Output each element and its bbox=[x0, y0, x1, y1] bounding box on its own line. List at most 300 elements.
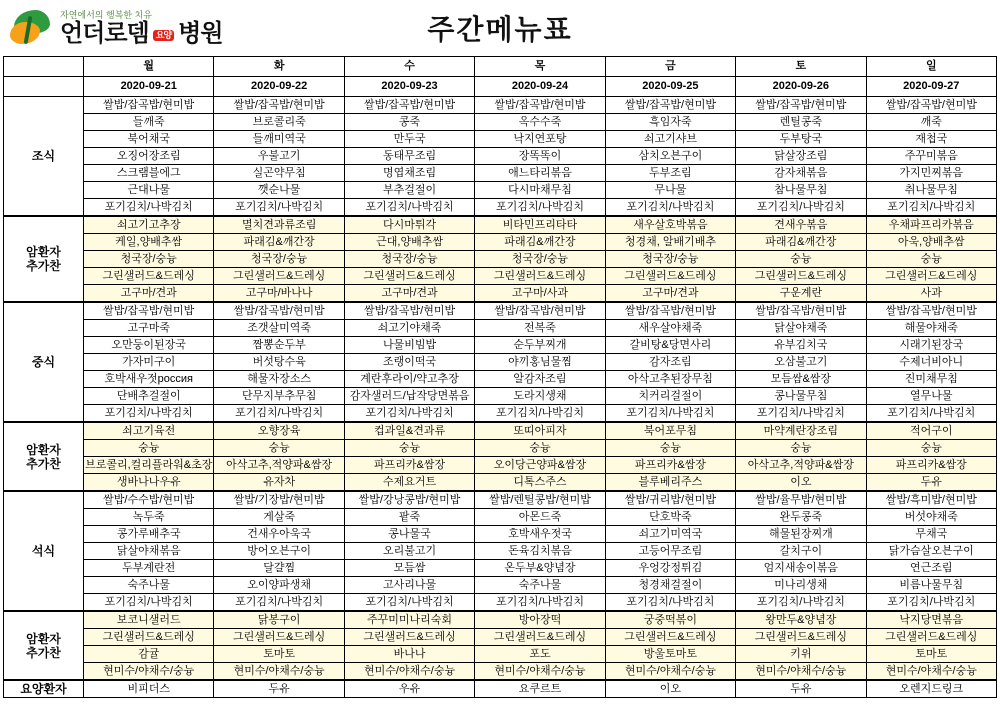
menu-cell: 숭늉 bbox=[866, 251, 996, 268]
menu-cell: 삼치오븐구이 bbox=[605, 148, 735, 165]
table-row bbox=[4, 663, 997, 681]
menu-cell: 포기김치/나박김치 bbox=[475, 405, 605, 423]
row-label-3: 암환자 추가찬 bbox=[4, 422, 84, 491]
menu-cell: 그린샐러드&드레싱 bbox=[736, 629, 866, 646]
menu-cell: 궁중떡볶이 bbox=[605, 611, 735, 629]
menu-cell: 마약계란장조림 bbox=[736, 422, 866, 440]
menu-cell: 현미수/야채수/숭늉 bbox=[605, 663, 735, 681]
menu-cell: 들깨미역국 bbox=[214, 131, 344, 148]
menu-cell: 알감자조림 bbox=[475, 371, 605, 388]
date-header-fri: 2020-09-25 bbox=[605, 77, 735, 97]
menu-cell: 전복죽 bbox=[475, 320, 605, 337]
menu-cell: 이오 bbox=[605, 680, 735, 698]
row-label-6: 요양환자 bbox=[4, 680, 84, 698]
menu-cell: 비름나물무침 bbox=[866, 577, 996, 594]
menu-cell: 현미수/야채수/숭늉 bbox=[475, 663, 605, 681]
table-row bbox=[4, 422, 997, 440]
menu-cell: 유부김치국 bbox=[736, 337, 866, 354]
menu-cell: 쌀밥/잡곡밥/현미밥 bbox=[344, 97, 474, 114]
day-header-fri: 금 bbox=[605, 57, 735, 77]
menu-cell: 쌀밥/잡곡밥/현미밥 bbox=[214, 302, 344, 320]
table-row bbox=[4, 182, 997, 199]
table-row bbox=[4, 302, 997, 320]
menu-cell: 숭늉 bbox=[736, 251, 866, 268]
menu-cell: 쌀밥/잡곡밥/현미밥 bbox=[736, 302, 866, 320]
menu-cell: 그린샐러드&드레싱 bbox=[214, 629, 344, 646]
menu-cell: 현미수/야채수/숭늉 bbox=[84, 663, 214, 681]
menu-cell: 청국장/숭늉 bbox=[84, 251, 214, 268]
row-label-2: 중식 bbox=[4, 302, 84, 422]
day-header-row bbox=[4, 57, 997, 77]
logo-badge: 요양 bbox=[153, 30, 174, 42]
menu-cell: 호박새우젓россия bbox=[84, 371, 214, 388]
menu-cell: 요쿠르트 bbox=[475, 680, 605, 698]
menu-cell: 쌀밥/기장밥/현미밥 bbox=[214, 491, 344, 509]
menu-cell: 이오 bbox=[736, 474, 866, 492]
day-header-sun: 일 bbox=[866, 57, 996, 77]
menu-cell: 쌀밥/잡곡밥/현미밥 bbox=[475, 302, 605, 320]
menu-cell: 단무지부추무침 bbox=[214, 388, 344, 405]
table-row bbox=[4, 440, 997, 457]
menu-cell: 쇠고기육전 bbox=[84, 422, 214, 440]
menu-cell: 모듬쌈&쌈장 bbox=[736, 371, 866, 388]
date-header-tue: 2020-09-22 bbox=[214, 77, 344, 97]
table-row bbox=[4, 148, 997, 165]
day-header-thu: 목 bbox=[475, 57, 605, 77]
menu-cell: 사과 bbox=[866, 285, 996, 303]
menu-cell: 토마토 bbox=[214, 646, 344, 663]
menu-cell: 청경채걸절이 bbox=[605, 577, 735, 594]
menu-cell: 아몬드죽 bbox=[475, 509, 605, 526]
menu-cell: 새우살야채죽 bbox=[605, 320, 735, 337]
menu-cell: 쌀밥/잡곡밥/현미밥 bbox=[866, 302, 996, 320]
menu-cell: 계란후라이/약고추장 bbox=[344, 371, 474, 388]
menu-cell: 게살죽 bbox=[214, 509, 344, 526]
menu-cell: 청국장/숭늉 bbox=[344, 251, 474, 268]
menu-cell: 해물된장찌개 bbox=[736, 526, 866, 543]
menu-cell: 호박새우젓국 bbox=[475, 526, 605, 543]
menu-cell: 새우살호박볶음 bbox=[605, 216, 735, 234]
menu-cell: 쌀밥/수수밥/현미밥 bbox=[84, 491, 214, 509]
menu-cell: 포기김치/나박김치 bbox=[736, 405, 866, 423]
table-row bbox=[4, 354, 997, 371]
menu-cell: 쌀밥/잡곡밥/현미밥 bbox=[475, 97, 605, 114]
menu-cell: 명엽채조림 bbox=[344, 165, 474, 182]
menu-cell: 만두국 bbox=[344, 131, 474, 148]
menu-cell: 포기김치/나박김치 bbox=[475, 199, 605, 217]
menu-cell: 수제요거트 bbox=[344, 474, 474, 492]
table-row bbox=[4, 594, 997, 612]
menu-cell: 포기김치/나박김치 bbox=[214, 199, 344, 217]
menu-cell: 그린샐러드&드레싱 bbox=[475, 268, 605, 285]
menu-cell: 닭살장조림 bbox=[736, 148, 866, 165]
menu-cell: 조랭이떡국 bbox=[344, 354, 474, 371]
menu-cell: 쌀밥/강낭콩밥/현미밥 bbox=[344, 491, 474, 509]
menu-cell: 파래김&깨간장 bbox=[475, 234, 605, 251]
menu-cell: 숙주나물 bbox=[475, 577, 605, 594]
table-row bbox=[4, 268, 997, 285]
menu-cell: 고등어무조림 bbox=[605, 543, 735, 560]
menu-cell: 청국장/숭늉 bbox=[214, 251, 344, 268]
menu-cell: 쇠고기고추장 bbox=[84, 216, 214, 234]
menu-cell: 브로콜리죽 bbox=[214, 114, 344, 131]
menu-cell: 보코니샐러드 bbox=[84, 611, 214, 629]
menu-cell: 포기김치/나박김치 bbox=[866, 405, 996, 423]
table-row bbox=[4, 114, 997, 131]
menu-cell: 콩가루배추국 bbox=[84, 526, 214, 543]
menu-cell: 그린샐러드&드레싱 bbox=[475, 629, 605, 646]
menu-cell: 짬뽕순두부 bbox=[214, 337, 344, 354]
menu-cell: 두유 bbox=[736, 680, 866, 698]
page-header bbox=[0, 0, 1000, 56]
menu-cell: 그린샐러드&드레싱 bbox=[84, 629, 214, 646]
menu-cell: 파프리카&쌈장 bbox=[605, 457, 735, 474]
menu-cell: 닭가슴살오븐구이 bbox=[866, 543, 996, 560]
menu-cell: 숭늉 bbox=[214, 440, 344, 457]
menu-cell: 가자미구이 bbox=[84, 354, 214, 371]
table-row bbox=[4, 251, 997, 268]
menu-cell: 그린샐러드&드레싱 bbox=[736, 268, 866, 285]
table-row bbox=[4, 509, 997, 526]
table-row bbox=[4, 560, 997, 577]
menu-cell: 시래기된장국 bbox=[866, 337, 996, 354]
menu-cell: 그린샐러드&드레싱 bbox=[866, 629, 996, 646]
menu-cell: 숭늉 bbox=[605, 440, 735, 457]
menu-cell: 견새우볶음 bbox=[736, 216, 866, 234]
menu-cell: 파프리카&쌈장 bbox=[344, 457, 474, 474]
menu-cell: 그린샐러드&드레싱 bbox=[344, 629, 474, 646]
menu-cell: 포기김치/나박김치 bbox=[84, 594, 214, 612]
menu-cell: 브로콜리,컬리플라워&초장 bbox=[84, 457, 214, 474]
menu-cell: 팥죽 bbox=[344, 509, 474, 526]
menu-cell: 오향장육 bbox=[214, 422, 344, 440]
menu-cell: 건새우아욱국 bbox=[214, 526, 344, 543]
menu-cell: 수제너비아니 bbox=[866, 354, 996, 371]
menu-cell: 닭살야채죽 bbox=[736, 320, 866, 337]
menu-cell: 쇠고기샤브 bbox=[605, 131, 735, 148]
menu-cell: 쌀밥/율무밥/현미밥 bbox=[736, 491, 866, 509]
menu-cell: 포기김치/나박김치 bbox=[866, 199, 996, 217]
table-row bbox=[4, 543, 997, 560]
menu-cell: 키위 bbox=[736, 646, 866, 663]
menu-cell: 그린샐러드&드레싱 bbox=[84, 268, 214, 285]
menu-cell: 숭늉 bbox=[475, 440, 605, 457]
menu-cell: 버섯야채죽 bbox=[866, 509, 996, 526]
menu-cell: 그린샐러드&드레싱 bbox=[866, 268, 996, 285]
menu-cell: 돈육김치볶음 bbox=[475, 543, 605, 560]
menu-cell: 아삭고추된장무침 bbox=[605, 371, 735, 388]
menu-cell: 두유 bbox=[214, 680, 344, 698]
menu-cell: 단배추걸절이 bbox=[84, 388, 214, 405]
table-header bbox=[4, 57, 997, 97]
menu-cell: 방어오븐구이 bbox=[214, 543, 344, 560]
menu-cell: 실곤약무침 bbox=[214, 165, 344, 182]
menu-cell: 콩나물국 bbox=[344, 526, 474, 543]
date-header-row bbox=[4, 77, 997, 97]
date-header-mon: 2020-09-21 bbox=[84, 77, 214, 97]
menu-cell: 그린샐러드&드레싱 bbox=[605, 268, 735, 285]
menu-cell: 고구마/사과 bbox=[475, 285, 605, 303]
menu-cell: 포기김치/나박김치 bbox=[84, 405, 214, 423]
date-header-thu: 2020-09-24 bbox=[475, 77, 605, 97]
menu-cell: 포기김치/나박김치 bbox=[214, 405, 344, 423]
menu-cell: 주꾸미미나리숙회 bbox=[344, 611, 474, 629]
menu-cell: 현미수/야채수/숭늉 bbox=[866, 663, 996, 681]
menu-cell: 갈비탕&당면사리 bbox=[605, 337, 735, 354]
menu-cell: 포기김치/나박김치 bbox=[475, 594, 605, 612]
table-row bbox=[4, 526, 997, 543]
menu-cell: 고구마죽 bbox=[84, 320, 214, 337]
table-body bbox=[4, 97, 997, 698]
table-row bbox=[4, 97, 997, 114]
table-row bbox=[4, 371, 997, 388]
table-row bbox=[4, 646, 997, 663]
menu-cell: 쌀밥/잡곡밥/현미밥 bbox=[605, 302, 735, 320]
menu-cell: 완두콩죽 bbox=[736, 509, 866, 526]
menu-cell: 포기김치/나박김치 bbox=[84, 199, 214, 217]
menu-cell: 방아장떡 bbox=[475, 611, 605, 629]
menu-cell: 그린샐러드&드레싱 bbox=[214, 268, 344, 285]
menu-cell: 쌀밥/흑미밥/현미밥 bbox=[866, 491, 996, 509]
menu-cell: 감자샐러드/납작당면볶음 bbox=[344, 388, 474, 405]
menu-cell: 고구마/견과 bbox=[84, 285, 214, 303]
menu-cell: 우불고기 bbox=[214, 148, 344, 165]
menu-cell: 동태무조림 bbox=[344, 148, 474, 165]
logo-name-part2: 병원 bbox=[178, 19, 223, 47]
menu-cell: 오삼불고기 bbox=[736, 354, 866, 371]
menu-cell: 쌀밥/잡곡밥/현미밥 bbox=[736, 97, 866, 114]
menu-cell: 쌀밥/잡곡밥/현미밥 bbox=[214, 97, 344, 114]
menu-cell: 우채파프리카볶음 bbox=[866, 216, 996, 234]
menu-cell: 숭늉 bbox=[84, 440, 214, 457]
menu-cell: 취나물무침 bbox=[866, 182, 996, 199]
menu-cell: 온두부&양념장 bbox=[475, 560, 605, 577]
menu-cell: 쌀밥/잡곡밥/현미밥 bbox=[605, 97, 735, 114]
row-label-1: 암환자 추가찬 bbox=[4, 216, 84, 302]
menu-cell: 갈치구이 bbox=[736, 543, 866, 560]
table-row bbox=[4, 216, 997, 234]
menu-cell: 녹두죽 bbox=[84, 509, 214, 526]
menu-cell: 아삭고추,적양파&쌈장 bbox=[736, 457, 866, 474]
menu-cell: 연근조림 bbox=[866, 560, 996, 577]
row-label-0: 조식 bbox=[4, 97, 84, 217]
menu-cell: 포기김치/나박김치 bbox=[344, 405, 474, 423]
menu-cell: 왕만두&양념장 bbox=[736, 611, 866, 629]
menu-cell: 우엉강정튀김 bbox=[605, 560, 735, 577]
logo-tagline: 자연에서의 행복한 치유 bbox=[60, 9, 152, 20]
menu-cell: 해물야채죽 bbox=[866, 320, 996, 337]
row-label-4: 석식 bbox=[4, 491, 84, 611]
menu-cell: 청경채, 알배기배추 bbox=[605, 234, 735, 251]
table-row bbox=[4, 680, 997, 698]
menu-cell: 파래김&깨간장 bbox=[736, 234, 866, 251]
menu-cell: 깨죽 bbox=[866, 114, 996, 131]
menu-cell: 포기김치/나박김치 bbox=[866, 594, 996, 612]
menu-cell: 포기김치/나박김치 bbox=[344, 594, 474, 612]
menu-cell: 오렌지드링크 bbox=[866, 680, 996, 698]
menu-cell: 포기김치/나박김치 bbox=[605, 594, 735, 612]
menu-cell: 달걀찜 bbox=[214, 560, 344, 577]
menu-cell: 쌀밥/잡곡밥/현미밥 bbox=[84, 302, 214, 320]
menu-cell: 콩나물무침 bbox=[736, 388, 866, 405]
menu-cell: 아삭고추,적양파&쌈장 bbox=[214, 457, 344, 474]
menu-cell: 두유 bbox=[866, 474, 996, 492]
menu-cell: 오이양파생채 bbox=[214, 577, 344, 594]
menu-cell: 토마토 bbox=[866, 646, 996, 663]
row-label-5: 암환자 추가찬 bbox=[4, 611, 84, 680]
menu-cell: 숭늉 bbox=[736, 440, 866, 457]
menu-cell: 현미수/야채수/숭늉 bbox=[344, 663, 474, 681]
menu-cell: 치커리걸절이 bbox=[605, 388, 735, 405]
table-row bbox=[4, 234, 997, 251]
table-row bbox=[4, 457, 997, 474]
day-header-wed: 수 bbox=[344, 57, 474, 77]
menu-cell: 또띠아피자 bbox=[475, 422, 605, 440]
menu-cell: 엄지새송이볶음 bbox=[736, 560, 866, 577]
menu-cell: 무채국 bbox=[866, 526, 996, 543]
menu-cell: 감자조림 bbox=[605, 354, 735, 371]
menu-cell: 오이당근양파&쌈장 bbox=[475, 457, 605, 474]
menu-cell: 파래김&깨간장 bbox=[214, 234, 344, 251]
menu-cell: 쇠고기야채죽 bbox=[344, 320, 474, 337]
menu-cell: 오징어장조림 bbox=[84, 148, 214, 165]
menu-cell: 케일,양배추쌈 bbox=[84, 234, 214, 251]
menu-cell: 쌀밥/잡곡밥/현미밥 bbox=[866, 97, 996, 114]
menu-cell: 재첩국 bbox=[866, 131, 996, 148]
table-row bbox=[4, 131, 997, 148]
menu-cell: 근대나물 bbox=[84, 182, 214, 199]
menu-cell: 무나물 bbox=[605, 182, 735, 199]
menu-cell: 감자채볶음 bbox=[736, 165, 866, 182]
weekly-menu-table bbox=[3, 56, 997, 698]
menu-cell: 비타민프리타타 bbox=[475, 216, 605, 234]
table-row bbox=[4, 474, 997, 492]
menu-cell: 렌틸콩죽 bbox=[736, 114, 866, 131]
menu-cell: 단호박죽 bbox=[605, 509, 735, 526]
menu-cell: 바나나 bbox=[344, 646, 474, 663]
menu-cell: 장똑똑이 bbox=[475, 148, 605, 165]
menu-cell: 두부탕국 bbox=[736, 131, 866, 148]
menu-cell: 디톡스주스 bbox=[475, 474, 605, 492]
menu-cell: 그린샐러드&드레싱 bbox=[344, 268, 474, 285]
date-header-sat: 2020-09-26 bbox=[736, 77, 866, 97]
table-row bbox=[4, 629, 997, 646]
menu-cell: 해물자장소스 bbox=[214, 371, 344, 388]
menu-cell: 그린샐러드&드레싱 bbox=[605, 629, 735, 646]
menu-cell: 우유 bbox=[344, 680, 474, 698]
menu-cell: 오만둥이된장국 bbox=[84, 337, 214, 354]
menu-cell: 아욱,양배추쌈 bbox=[866, 234, 996, 251]
menu-cell: 쇠고기미역국 bbox=[605, 526, 735, 543]
menu-cell: 들깨죽 bbox=[84, 114, 214, 131]
date-header-sun: 2020-09-27 bbox=[866, 77, 996, 97]
day-header-mon: 월 bbox=[84, 57, 214, 77]
menu-cell: 근대,양배추쌈 bbox=[344, 234, 474, 251]
menu-cell: 깻순나물 bbox=[214, 182, 344, 199]
menu-cell: 고사리나물 bbox=[344, 577, 474, 594]
menu-cell: 모듬쌈 bbox=[344, 560, 474, 577]
menu-cell: 파프리카&쌈장 bbox=[866, 457, 996, 474]
menu-cell: 미나리생채 bbox=[736, 577, 866, 594]
date-header-wed: 2020-09-23 bbox=[344, 77, 474, 97]
menu-cell: 고구마/바나나 bbox=[214, 285, 344, 303]
corner-cell bbox=[4, 57, 84, 77]
menu-cell: 오리불고기 bbox=[344, 543, 474, 560]
menu-cell: 옥수수죽 bbox=[475, 114, 605, 131]
menu-cell: 청국장/숭늉 bbox=[605, 251, 735, 268]
menu-cell: 쌀밥/잡곡밥/현미밥 bbox=[84, 97, 214, 114]
table-row bbox=[4, 320, 997, 337]
menu-cell: 낙지연포탕 bbox=[475, 131, 605, 148]
menu-cell: 청국장/숭늉 bbox=[475, 251, 605, 268]
menu-cell: 쌀밥/렌틸콩밥/현미밥 bbox=[475, 491, 605, 509]
menu-cell: 버섯탕수육 bbox=[214, 354, 344, 371]
menu-cell: 비피더스 bbox=[84, 680, 214, 698]
corner-cell-2 bbox=[4, 77, 84, 97]
menu-cell: 열무나물 bbox=[866, 388, 996, 405]
menu-cell: 포기김치/나박김치 bbox=[214, 594, 344, 612]
menu-cell: 포기김치/나박김치 bbox=[736, 594, 866, 612]
table-row bbox=[4, 405, 997, 423]
menu-cell: 포기김치/나박김치 bbox=[605, 405, 735, 423]
page-title: 주간메뉴표 bbox=[427, 14, 573, 45]
menu-cell: 숭늉 bbox=[344, 440, 474, 457]
table-row bbox=[4, 611, 997, 629]
table-row bbox=[4, 388, 997, 405]
table-row bbox=[4, 199, 997, 217]
menu-cell: 닭살야채볶음 bbox=[84, 543, 214, 560]
day-header-sat: 토 bbox=[736, 57, 866, 77]
menu-cell: 북어포무침 bbox=[605, 422, 735, 440]
menu-cell: 멸치견과류조림 bbox=[214, 216, 344, 234]
menu-cell: 포도 bbox=[475, 646, 605, 663]
menu-cell: 야끼홍님물찜 bbox=[475, 354, 605, 371]
menu-cell: 포기김치/나박김치 bbox=[736, 199, 866, 217]
menu-cell: 유자차 bbox=[214, 474, 344, 492]
menu-cell: 고구마/견과 bbox=[344, 285, 474, 303]
menu-cell: 진미채무침 bbox=[866, 371, 996, 388]
menu-cell: 포기김치/나박김치 bbox=[605, 199, 735, 217]
menu-cell: 적어구이 bbox=[866, 422, 996, 440]
menu-cell: 블루베리주스 bbox=[605, 474, 735, 492]
menu-cell: 다시마채무침 bbox=[475, 182, 605, 199]
menu-cell: 닭봉구이 bbox=[214, 611, 344, 629]
menu-cell: 순두부찌개 bbox=[475, 337, 605, 354]
day-header-tue: 화 bbox=[214, 57, 344, 77]
menu-cell: 고구마/견과 bbox=[605, 285, 735, 303]
menu-cell: 조갯살미역죽 bbox=[214, 320, 344, 337]
menu-cell: 두부계란전 bbox=[84, 560, 214, 577]
menu-cell: 북어채국 bbox=[84, 131, 214, 148]
menu-cell: 감귤 bbox=[84, 646, 214, 663]
menu-cell: 구운계란 bbox=[736, 285, 866, 303]
table-row bbox=[4, 165, 997, 182]
menu-cell: 다시마튀각 bbox=[344, 216, 474, 234]
menu-cell: 생바나나우유 bbox=[84, 474, 214, 492]
menu-cell: 콩죽 bbox=[344, 114, 474, 131]
menu-cell: 숙주나물 bbox=[84, 577, 214, 594]
menu-cell: 낙지당면볶음 bbox=[866, 611, 996, 629]
menu-cell: 참나물무침 bbox=[736, 182, 866, 199]
menu-cell: 가지민찌볶음 bbox=[866, 165, 996, 182]
menu-cell: 나물비빔밥 bbox=[344, 337, 474, 354]
menu-cell: 흑임자죽 bbox=[605, 114, 735, 131]
menu-cell: 컵과일&견과류 bbox=[344, 422, 474, 440]
menu-cell: 주꾸미볶음 bbox=[866, 148, 996, 165]
menu-cell: 애느타리볶음 bbox=[475, 165, 605, 182]
table-row bbox=[4, 577, 997, 594]
table-row bbox=[4, 285, 997, 303]
